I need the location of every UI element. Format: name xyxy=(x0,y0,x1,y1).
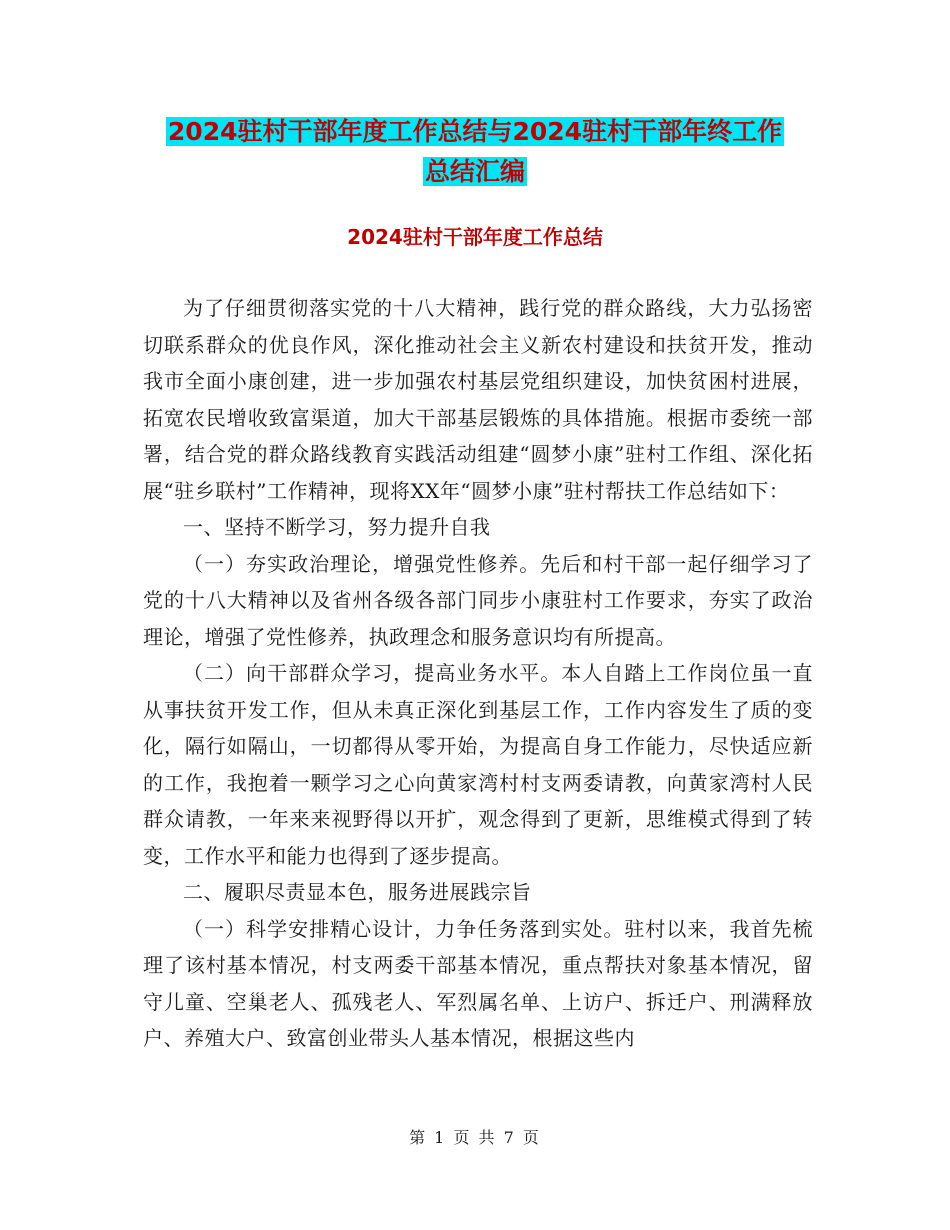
document-body xyxy=(143,290,813,1057)
title-line-1: 2024驻村干部年度工作总结与2024驻村干部年终工作 xyxy=(167,117,783,146)
heading-one: 一、坚持不断学习，努力提升自我 xyxy=(183,515,491,539)
section-title: 2024驻村干部年度工作总结 xyxy=(347,225,603,249)
title-line-2: 总结汇编 xyxy=(424,157,525,186)
page-footer: 第 1 页 共 7 页 xyxy=(409,1128,541,1147)
paragraph: （一）科学安排精心设计，力争任务落到实处。驻村以来，我首先梳理了该村基本情况，村支两委干部基本情况，重点帮扶对象基本情况，留守儿童、空巢老人、孤残老人、军烈属名单、上访户、拆迁户、刑满释放户、养殖大户、致富创业带头人基本情况，根据这些内 xyxy=(143,916,813,1050)
paragraph: 为了仔细贯彻落实党的十八大精神，践行党的群众路线，大力弘扬密切联系群众的优良作风，深化推动社会主义新农村建设和扶贫开发，推动我市全面小康创建，进一步加强农村基层党组织建设，加快贫困村进展，拓宽农民增收致富渠道，加大干部基层锻炼的具体措施。根据市委统一部署，结合党的群众路线教育实践活动组建“圆梦小康”驻村工作组、深化拓展“驻乡联村”工作精神，现将XX年“圆梦小康”驻村帮扶工作总结如下： xyxy=(143,296,813,503)
document-title xyxy=(0,112,950,192)
paragraph: （二）向干部群众学习，提高业务水平。本人自踏上工作岗位虽一直从事扶贫开发工作，但从未真正深化到基层工作，工作内容发生了质的变化，隔行如隔山，一切都得从零开始，为提高自身工作能力，尽快适应新的工作，我抱着一颗学习之心向黄家湾村村支两委请教，向黄家湾村人民群众请教，一年来来视野得以开扩，观念得到了更新，思维模式得到了转变，工作水平和能力也得到了逐步提高。 xyxy=(143,661,813,868)
heading-two: 二、履职尽责显本色，服务进展践宗旨 xyxy=(183,880,532,904)
paragraph: （一）夯实政治理论，增强党性修养。先后和村干部一起仔细学习了党的十八大精神以及省州各级各部门同步小康驻村工作要求，夯实了政治理论，增强了党性修养，执政理念和服务意识均有所提高。 xyxy=(143,551,813,649)
